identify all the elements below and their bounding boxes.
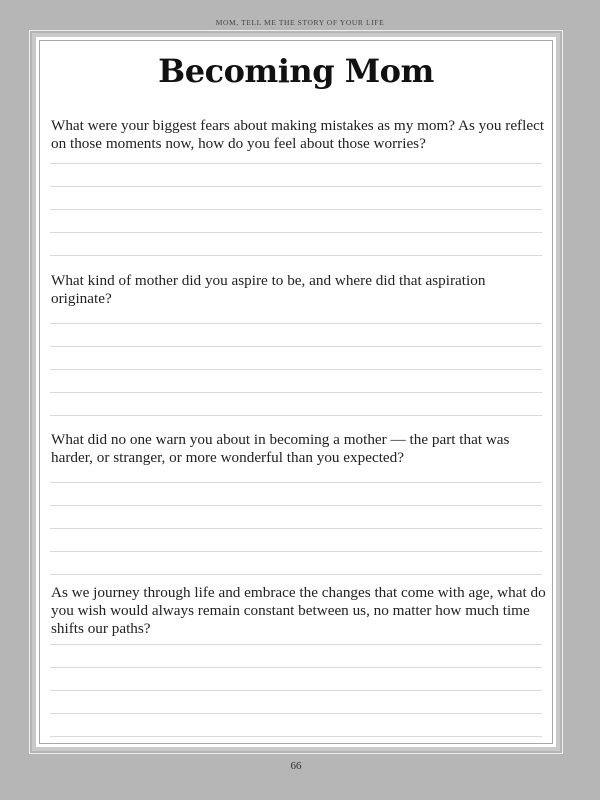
page-title: Becoming Mom (158, 52, 434, 90)
answer-line[interactable] (50, 644, 542, 645)
answer-line[interactable] (50, 667, 542, 668)
answer-line[interactable] (50, 323, 542, 324)
running-header: MOM, TELL ME THE STORY OF YOUR LIFE (215, 18, 385, 27)
answer-line[interactable] (50, 574, 542, 575)
answer-line[interactable] (50, 232, 542, 233)
answer-line[interactable] (50, 186, 542, 187)
question-4-text: As we journey through life and embrace the changes that come with age, what do you wish would always remain constant between us, no matter how much time shifts our paths? (51, 584, 546, 637)
page-number: 66 (290, 760, 302, 772)
answer-line[interactable] (50, 482, 542, 483)
answer-line[interactable] (50, 528, 542, 529)
question-1-text: What were your biggest fears about making mistakes as my mom? As you reflect on those moments now, how do you feel about those worries? (51, 117, 545, 152)
answer-line[interactable] (50, 505, 542, 506)
question-3-text: What did no one warn you about in becoming a mother — the part that was harder, or stranger, or more wonderful than you expected? (51, 431, 510, 466)
answer-line[interactable] (50, 736, 542, 737)
answer-line[interactable] (50, 369, 542, 370)
answer-line[interactable] (50, 690, 542, 691)
answer-line[interactable] (50, 209, 542, 210)
answer-line[interactable] (50, 346, 542, 347)
answer-line[interactable] (50, 163, 542, 164)
answer-line[interactable] (50, 392, 542, 393)
answer-line[interactable] (50, 415, 542, 416)
answer-line[interactable] (50, 255, 542, 256)
answer-line[interactable] (50, 713, 542, 714)
answer-line[interactable] (50, 551, 542, 552)
question-2-text: What kind of mother did you aspire to be, and where did that aspiration originate? (51, 272, 486, 307)
